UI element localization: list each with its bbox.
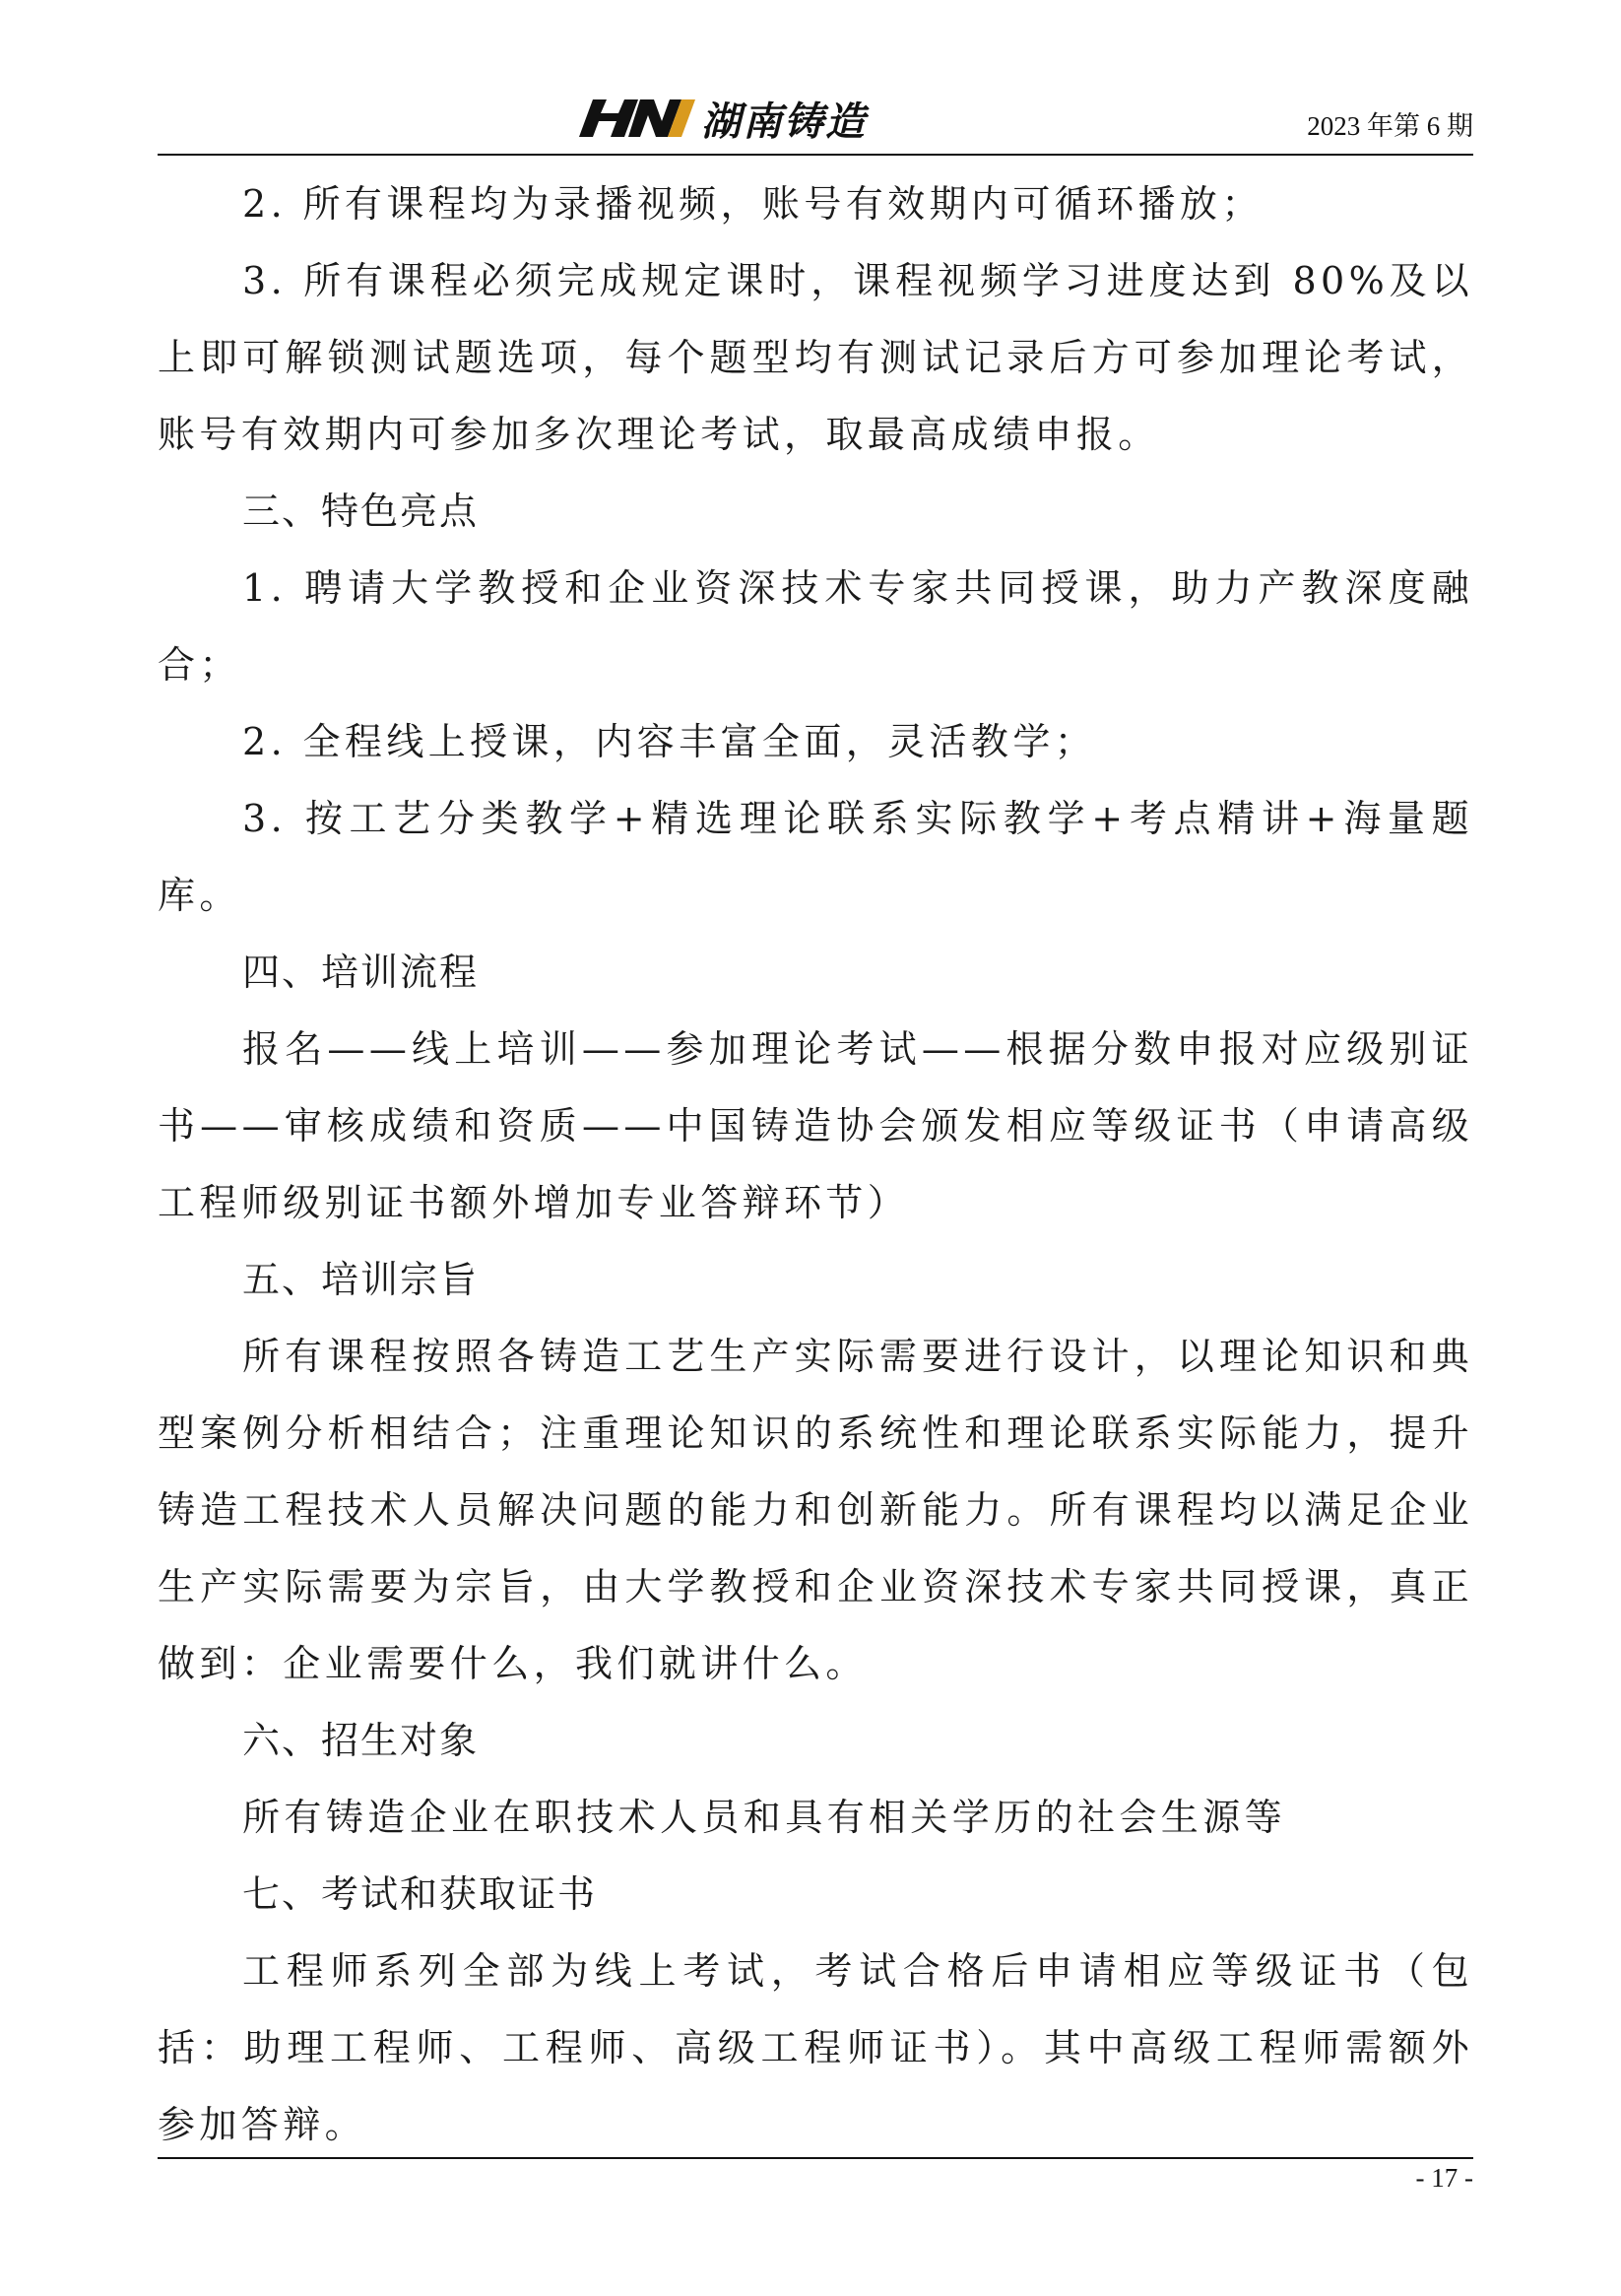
journal-name: 湖南铸造 (701, 98, 867, 145)
body-paragraph: 2. 全程线上授课，内容丰富全面，灵活教学； (242, 720, 1097, 763)
body-paragraph: 3. 按工艺分类教学+精选理论联系实际教学+考点精讲+海量题库。 (158, 797, 1473, 917)
body-paragraph: 所有铸造企业在职技术人员和具有相关学历的社会生源等 (242, 1796, 1287, 1839)
section-heading: 六、招生对象 (242, 1719, 480, 1762)
section-heading: 三、特色亮点 (242, 490, 480, 533)
section-heading: 五、培训宗旨 (242, 1258, 480, 1301)
footer-divider (158, 2157, 1473, 2159)
page-header (158, 91, 1473, 152)
body-paragraph: 1. 聘请大学教授和企业资深技术专家共同授课，助力产教深度融合； (158, 566, 1473, 687)
issue-label: 2023 年第 6 期 (1307, 111, 1473, 141)
section-heading: 四、培训流程 (242, 951, 480, 994)
article-body (158, 165, 1473, 2163)
body-paragraph: 所有课程按照各铸造工艺生产实际需要进行设计，以理论知识和典型案例分析相结合；注重理论知识的系统性和理论联系实际能力，提升铸造工程技术人员解决问题的能力和创新能力。所有课程均以满足企业生产实际需要为宗旨，由大学教授和企业资深技术专家共同授课，真正做到：企业需要什么，我们就讲什么。 (158, 1335, 1473, 1685)
section-heading: 七、考试和获取证书 (242, 1872, 598, 1916)
header-divider (158, 154, 1473, 156)
body-paragraph: 报名——线上培训——参加理论考试——根据分数申报对应级别证书——审核成绩和资质——中国铸造协会颁发相应等级证书（申请高级工程师级别证书额外增加专业答辩环节） (158, 1027, 1473, 1224)
body-paragraph: 3. 所有课程必须完成规定课时，课程视频学习进度达到 80%及以上即可解锁测试题选项，每个题型均有测试记录后方可参加理论考试，账号有效期内可参加多次理论考试，取最高成绩申报。 (158, 259, 1473, 456)
hnz-logo-mark-icon (579, 96, 695, 141)
body-paragraph: 工程师系列全部为线上考试，考试合格后申请相应等级证书（包括：助理工程师、工程师、高级工程师证书）。其中高级工程师需额外参加答辩。 (158, 1949, 1473, 2146)
page-number: - 17 - (1415, 2163, 1473, 2193)
journal-logo (579, 91, 867, 146)
body-paragraph: 2. 所有课程均为录播视频，账号有效期内可循环播放； (242, 182, 1264, 226)
